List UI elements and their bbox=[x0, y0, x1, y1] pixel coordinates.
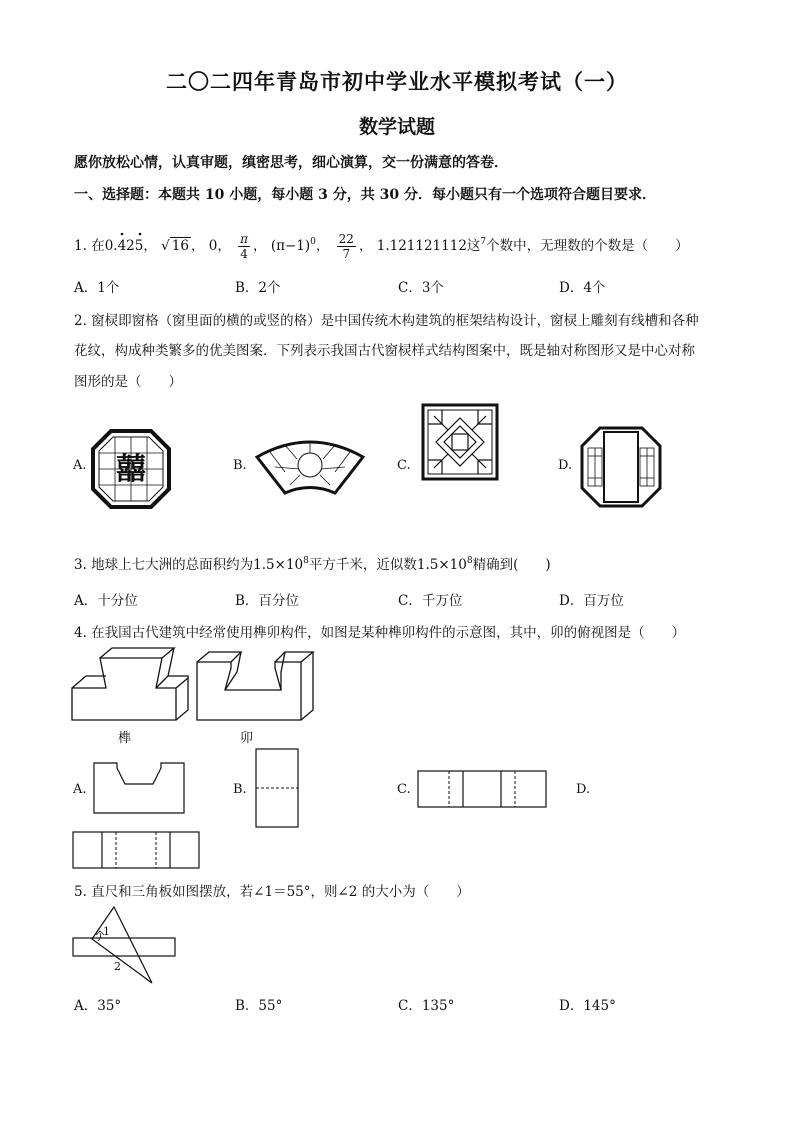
section-heading: 一、选择题：本题共 10 小题，每小题 3 分，共 30 分．每小题只有一个选项符合题目要求． bbox=[74, 187, 656, 203]
q2-label-a[interactable]: A. bbox=[73, 458, 87, 473]
q2-label-b[interactable]: B. bbox=[233, 458, 247, 473]
q1-sep: ， bbox=[143, 238, 157, 254]
mortise-3d-image[interactable] bbox=[197, 648, 317, 723]
q1-decimal: 1.121121112 bbox=[376, 238, 467, 254]
tenon-label: 榫 bbox=[118, 731, 132, 746]
q1-sep: ， bbox=[358, 238, 373, 254]
q1-sep: ， bbox=[190, 238, 205, 254]
question-4: 4. 在我国古代建筑中经常使用榫卯构件，如图是某种榫卯构件的示意图，其中，卯的俯视图是（ ） bbox=[74, 625, 686, 641]
q5-option-a[interactable]: A．35° bbox=[74, 998, 122, 1014]
q3-mantissa: 1.5×10 bbox=[253, 557, 304, 573]
svg-text:囍: 囍 bbox=[116, 452, 146, 487]
q4-view-c[interactable] bbox=[417, 770, 547, 808]
q3-option-c[interactable]: C．千万位 bbox=[398, 593, 463, 609]
q1-frac-den: 7 bbox=[342, 247, 351, 261]
window-d-image[interactable] bbox=[580, 426, 662, 508]
wish-line: 愿你放松心情，认真审题，缜密思考，细心演算，交一份满意的答卷． bbox=[74, 155, 508, 171]
q3-exp: 8 bbox=[303, 556, 309, 566]
q3-exp: 8 bbox=[466, 556, 473, 566]
repeating-dots bbox=[0, 0, 1, 1]
q1-frac-num: 22 bbox=[338, 232, 354, 246]
q1-option-c[interactable]: C．3个 bbox=[398, 280, 444, 296]
q1-sep: ， bbox=[217, 238, 231, 254]
q2-label-c[interactable]: C. bbox=[397, 458, 411, 473]
q2-label-d[interactable]: D. bbox=[558, 458, 573, 473]
q3-option-a[interactable]: A．十分位 bbox=[74, 593, 138, 609]
q1-sqrt: 16 bbox=[171, 238, 189, 254]
window-a-image[interactable] bbox=[91, 429, 171, 509]
q1-count: 7 bbox=[480, 237, 487, 247]
q3-option-b[interactable]: B．百分位 bbox=[235, 593, 299, 609]
window-b-image[interactable] bbox=[255, 437, 365, 497]
q3-post2: 精确到( ) bbox=[472, 557, 551, 573]
q4-view-b[interactable] bbox=[255, 748, 299, 828]
q3-option-d[interactable]: D．百万位 bbox=[559, 593, 624, 609]
q1-mid: 这 bbox=[466, 238, 481, 254]
q1-power-base: (π−1) bbox=[270, 238, 311, 254]
q1-zero: 0 bbox=[208, 238, 218, 254]
q1-sep: ， bbox=[315, 238, 330, 254]
mortise-label: 卯 bbox=[240, 731, 254, 746]
question-5: 5. 直尺和三角板如图摆放，若∠1＝55°，则∠2 的大小为（ ） bbox=[74, 884, 470, 900]
exam-title: 二〇二四年青岛市初中学业水平模拟考试（一） bbox=[166, 69, 628, 94]
q2-line-2: 花纹，构成种类繁多的优美图案．下列表示我国古代窗棂样式结构图案中，既是轴对称图形又是中心对称 bbox=[74, 343, 695, 359]
question-3 bbox=[74, 553, 551, 573]
q2-line-3: 图形的是（ ） bbox=[74, 374, 182, 390]
q3-mantissa: 1.5×10 bbox=[416, 557, 467, 573]
q3-post: 平方千米，近似数 bbox=[308, 557, 417, 573]
q1-pre: 在 bbox=[91, 238, 105, 254]
q4-view-a[interactable] bbox=[93, 762, 185, 814]
q1-pi-num: π bbox=[240, 232, 249, 246]
q1-option-d[interactable]: D．4个 bbox=[559, 280, 606, 296]
tenon-3d-image[interactable] bbox=[72, 648, 192, 723]
q4-label-d[interactable]: D. bbox=[576, 782, 591, 797]
exam-subtitle: 数学试题 bbox=[358, 116, 435, 138]
q1-pi-den: 4 bbox=[240, 247, 248, 261]
q5-option-d[interactable]: D．145° bbox=[559, 998, 616, 1014]
angle-2-label: 2 bbox=[114, 960, 121, 973]
q1-sep: ， bbox=[253, 238, 267, 254]
angle-1-label: 1 bbox=[103, 925, 110, 938]
q1-number: 1. bbox=[74, 238, 87, 254]
q4-label-c[interactable]: C. bbox=[397, 782, 411, 797]
q5-option-b[interactable]: B．55° bbox=[235, 998, 283, 1014]
q2-line-1: 2. 窗棂即窗格（窗里面的横的或竖的格）是中国传统木构建筑的框架结构设计，窗棂上雕刻有线槽和各种 bbox=[74, 313, 699, 329]
q1-option-b[interactable]: B．2个 bbox=[235, 280, 281, 296]
q1-repeating-decimal: 0.425 bbox=[104, 238, 144, 254]
question-1: 1. 在0.425， √ 16 ， 0， $\frac{\pi}{4}$ ， $(\pi-1)^0$， $\frac{22}{7}$ ， 1.121121112这$^7$个数中，无理数的个数是（ ） bbox=[74, 232, 689, 261]
ruler-triangle-image[interactable] bbox=[72, 905, 182, 985]
window-c-image[interactable] bbox=[422, 404, 498, 480]
q4-view-d[interactable] bbox=[72, 831, 200, 869]
q4-label-b[interactable]: B. bbox=[233, 782, 247, 797]
q1-post: 个数中，无理数的个数是（ ） bbox=[486, 238, 689, 254]
q4-label-a[interactable]: A. bbox=[73, 782, 87, 797]
q1-fraction bbox=[337, 232, 356, 261]
q1-pi-fraction bbox=[238, 232, 250, 261]
q3-pre: 3. 地球上七大洲的总面积约为 bbox=[74, 557, 254, 573]
q1-option-a[interactable]: A．1个 bbox=[74, 280, 120, 296]
q1-power-exp: 0 bbox=[310, 237, 316, 247]
q5-option-c[interactable]: C．135° bbox=[398, 998, 455, 1014]
